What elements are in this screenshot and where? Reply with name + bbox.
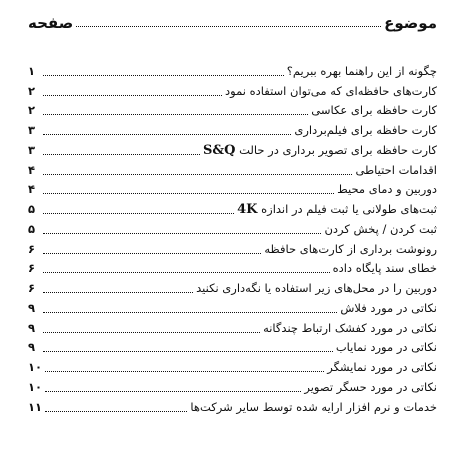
toc-entry[interactable]: [28, 296, 437, 316]
toc-page-number: ۱: [28, 63, 36, 78]
subject-heading: موضوع: [384, 14, 437, 32]
toc-page-number: ۹: [28, 320, 36, 335]
toc-page-number: ۴: [28, 162, 36, 177]
toc-dot-leader: [43, 292, 193, 293]
toc-entry-title: [203, 143, 437, 158]
toc-entry-title-strong: S&Q: [202, 142, 236, 158]
toc-entry-title-text: اقدامات احتیاطی: [355, 162, 437, 177]
toc-entry[interactable]: [28, 395, 437, 415]
toc-entry-title: [287, 64, 437, 79]
toc-entry-title-text: نکاتی در مورد فلاش: [340, 300, 437, 315]
toc-page-number: ۹: [28, 340, 36, 355]
toc-dot-leader: [43, 134, 291, 135]
toc-header: [28, 6, 437, 32]
toc-entry-title: [196, 281, 437, 296]
page-heading: صفحه: [28, 14, 74, 32]
toc-entry[interactable]: [28, 237, 437, 257]
toc-entry[interactable]: [28, 355, 437, 375]
toc-entry-title-text: نکاتی در مورد کفشک ارتباط چندگانه: [263, 320, 437, 335]
toc-page-number: ۴: [28, 182, 36, 197]
toc-page-number: ۱۰: [28, 360, 43, 374]
toc-entry[interactable]: [28, 197, 437, 217]
toc-page-number: ۵: [28, 202, 36, 216]
toc-entry-title-text: کارت حافظه برای فیلم‌برداری: [294, 123, 437, 137]
toc-entry-title: [333, 261, 437, 276]
toc-entry-title-text: کارت‌های حافظه‌ای که می‌توان استفاده نمود: [225, 83, 437, 98]
toc-entry[interactable]: [28, 257, 437, 277]
toc-entry-title-text: خدمات و نرم افزار ارایه شده توسط سایر شرکت‌ها: [190, 399, 437, 414]
toc-entry-title: [264, 242, 437, 257]
toc-entry-title-text: ثبت کردن / پخش کردن: [324, 221, 437, 236]
toc-dot-leader: [45, 391, 301, 392]
toc-dot-leader: [43, 312, 337, 313]
toc-entry-title-text: کارت حافظه برای عکاسی: [311, 103, 437, 118]
toc-entry-title-text: نکاتی در مورد نمایشگر: [327, 360, 437, 374]
toc-entry-title: [237, 202, 437, 217]
header-dot-leader: [76, 26, 381, 27]
toc-entry-title: [263, 321, 437, 336]
toc-entry-title-text: نکاتی در مورد حسگر تصویر: [304, 379, 437, 394]
toc-page-number: ۶: [28, 241, 36, 256]
toc-entry-title: [337, 182, 437, 197]
toc-dot-leader: [43, 233, 321, 234]
toc-dot-leader: [43, 272, 330, 273]
toc-entry-title: [324, 222, 437, 237]
toc-entry-title-strong: 4K: [237, 202, 258, 217]
toc-entry-title: [225, 84, 437, 99]
toc-entry-title: [294, 123, 437, 138]
toc-dot-leader: [43, 114, 308, 115]
toc-entry-title: [304, 380, 437, 395]
toc-entry-title: [327, 360, 437, 375]
toc-entry-title-text: دوربین و دمای محیط: [337, 182, 437, 197]
toc-entry[interactable]: [28, 118, 437, 138]
toc-entry[interactable]: [28, 138, 437, 158]
toc-entry-title: [340, 301, 437, 316]
toc-dot-leader: [43, 75, 284, 76]
toc-entry[interactable]: [28, 79, 437, 99]
toc-page-number: ۳: [28, 123, 36, 137]
toc-page-number: ۳: [28, 142, 36, 157]
toc-entry-title: [336, 340, 437, 355]
toc-entry[interactable]: [28, 158, 437, 178]
toc-entry[interactable]: [28, 316, 437, 336]
toc-entry[interactable]: [28, 336, 437, 356]
toc-page-number: ۶: [28, 281, 36, 295]
toc-dot-leader: [45, 371, 324, 372]
toc-dot-leader: [43, 174, 352, 175]
toc-entry-title-text: ثبت‌های طولانی یا ثبت فیلم در اندازه: [261, 202, 437, 216]
toc-dot-leader: [43, 253, 261, 254]
toc-entry-title: [311, 103, 437, 118]
toc-entry[interactable]: [28, 375, 437, 395]
toc-dot-leader: [43, 154, 200, 155]
toc-list: [28, 59, 437, 415]
toc-dot-leader: [43, 332, 260, 333]
toc-entry-title-text: دوربین را در محل‌های زیر استفاده یا نگه‌داری نکنید: [196, 281, 437, 295]
toc-entry[interactable]: [28, 99, 437, 119]
toc-page-number: ۱۱: [28, 399, 43, 414]
toc-entry-title-text: چگونه از این راهنما بهره ببریم؟: [286, 63, 437, 78]
toc-dot-leader: [43, 213, 234, 214]
toc-page-number: ۶: [28, 261, 36, 276]
toc-entry[interactable]: [28, 217, 437, 237]
toc-dot-leader: [45, 411, 187, 412]
toc-entry[interactable]: [28, 59, 437, 79]
toc-dot-leader: [43, 95, 222, 96]
toc-entry-title: [355, 163, 437, 178]
toc-entry-title-text: رونوشت برداری از کارت‌های حافظه: [264, 241, 437, 256]
toc-dot-leader: [43, 193, 334, 194]
toc-entry-title-text: کارت حافظه برای تصویر برداری در حالت: [239, 142, 437, 157]
toc-entry[interactable]: [28, 276, 437, 296]
toc-page-number: ۵: [28, 221, 36, 236]
toc-page-number: ۱۰: [28, 379, 43, 394]
toc-page-number: ۹: [28, 300, 36, 315]
toc-page-number: ۲: [28, 83, 36, 98]
toc-entry-title-text: نکاتی در مورد نمایاب: [335, 340, 437, 355]
toc-entry-title-text: خطای سند پایگاه داده: [332, 261, 437, 276]
toc-entry[interactable]: [28, 178, 437, 198]
toc-page-number: ۲: [28, 103, 36, 118]
toc-entry-title: [190, 400, 437, 415]
toc-dot-leader: [43, 351, 333, 352]
